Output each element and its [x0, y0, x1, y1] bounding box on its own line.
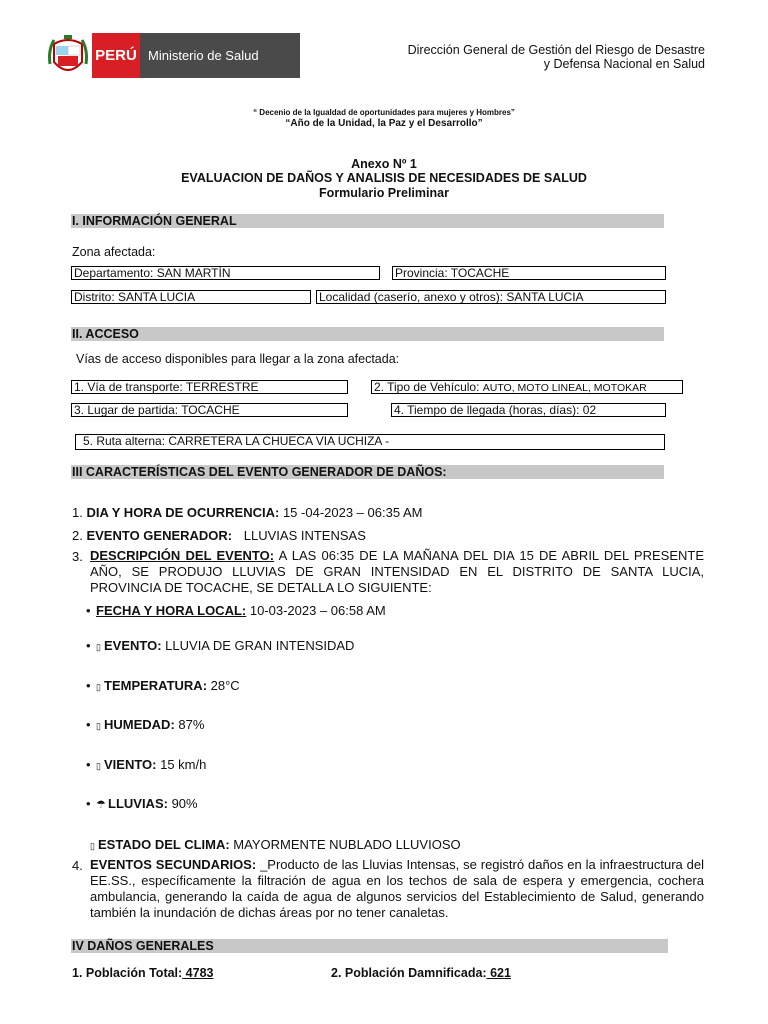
direction-header	[408, 43, 705, 71]
coat-of-arms-icon	[46, 34, 90, 80]
fecha-local-row	[86, 603, 386, 618]
symbol-icon: ▯	[96, 642, 101, 652]
symbol-icon: ▯	[96, 761, 101, 771]
distrito-field: Distrito: SANTA LUCIA	[71, 290, 311, 304]
tipo-vehiculo-value: AUTO, MOTO LINEAL, MOTOKAR	[482, 382, 647, 394]
poblacion-total-row	[72, 966, 213, 980]
lluvias-label: LLUVIAS:	[108, 796, 168, 811]
viento-row	[86, 757, 206, 772]
estado-clima-row	[90, 837, 461, 852]
humedad-row	[86, 717, 204, 732]
umbrella-icon: ☂	[96, 799, 106, 811]
poblacion-total-value: 4783	[182, 966, 214, 980]
lluvias-value: 90%	[167, 796, 198, 811]
document-title: EVALUACION DE DAÑOS Y ANALISIS DE NECESIDADES DE SALUD	[181, 171, 587, 185]
viento-label: VIENTO:	[104, 757, 157, 772]
poblacion-total-label: 1. Población Total:	[72, 966, 183, 980]
annex-title: Anexo Nº 1	[351, 157, 417, 171]
eventos-secundarios-text: _Producto de las Lluvias Intensas, se registró daños en la infraestructura del EE.SS., específicamente la filtración de agua en los techos de sala de espera y emergencia, cochera ambulancia, generando la caída de agua de algunos servicios del Establecimiento de Salud, generando también la inundación de dichas áreas por no tener canaletas.	[90, 857, 704, 920]
section-event: III CARACTERÍSTICAS DEL EVENTO GENERADOR DE DAÑOS:	[71, 465, 664, 479]
fecha-local-label: FECHA Y HORA LOCAL:	[96, 603, 247, 618]
temperatura-row	[86, 678, 240, 693]
via-transporte-field: 1. Vía de transporte: TERRESTRE	[71, 380, 348, 394]
fecha-local-value: 10-03-2023 – 06:58 AM	[246, 603, 386, 618]
bullet-icon: •	[86, 757, 91, 772]
eventos-secundarios-paragraph	[90, 857, 704, 921]
descripcion-text: A LAS 06:35 DE LA MAÑANA DEL DIA 15 DE ABRIL DEL PRESENTE AÑO, SE PRODUJO LLUVIAS DE GRAN INTENSIDAD EN EL DISTRITO DE SANTA LUCIA, PROVINCIA DE TOCACHE, SE DETALLA LO SIGUIENTE:	[90, 548, 705, 595]
evento-generador-value: LLUVIAS INTENSAS	[243, 528, 366, 543]
ruta-alterna-field: 5. Ruta alterna: CARRETERA LA CHUECA VIA UCHIZA -	[75, 434, 665, 450]
bullet-icon: •	[86, 717, 91, 732]
provincia-field: Provincia: TOCACHE	[392, 266, 666, 280]
lugar-partida-field: 3. Lugar de partida: TOCACHE	[71, 403, 348, 417]
tipo-vehiculo-field	[371, 380, 683, 394]
item-number: 2.	[72, 528, 83, 543]
peru-label: PERÚ	[92, 33, 140, 78]
poblacion-damnificada-label: 2. Población Damnificada:	[331, 966, 487, 980]
section-general-info: I. INFORMACIÓN GENERAL	[71, 214, 664, 228]
document-subtitle: Formulario Preliminar	[319, 186, 449, 200]
item-number: 1.	[72, 505, 83, 520]
motto-decade: “ Decenio de la Igualdad de oportunidades para mujeres y Hombres”	[253, 108, 515, 117]
departamento-field: Departamento: SAN MARTÍN	[71, 266, 380, 280]
lluvias-row	[86, 796, 198, 811]
ocurrencia-label: DIA Y HORA DE OCURRENCIA:	[86, 505, 280, 520]
ministry-label: Ministerio de Salud	[140, 33, 300, 78]
poblacion-damnificada-row	[331, 966, 511, 980]
motto-year: “Año de la Unidad, la Paz y el Desarrollo”	[285, 118, 483, 129]
evento-value: LLUVIA DE GRAN INTENSIDAD	[161, 638, 355, 653]
estado-clima-label: ESTADO DEL CLIMA:	[98, 837, 230, 852]
bullet-icon: •	[86, 678, 91, 693]
access-intro: Vías de acceso disponibles para llegar a la zona afectada:	[76, 352, 400, 366]
evento-row	[86, 638, 354, 653]
humedad-label: HUMEDAD:	[104, 717, 175, 732]
descripcion-label: DESCRIPCIÓN DEL EVENTO:	[90, 548, 275, 563]
bullet-icon: •	[86, 796, 91, 811]
symbol-icon: ▯	[96, 721, 101, 731]
estado-clima-value: MAYORMENTE NUBLADO LLUVIOSO	[229, 837, 461, 852]
temperatura-label: TEMPERATURA:	[104, 678, 208, 693]
localidad-field: Localidad (caserío, anexo y otros): SANTA LUCIA	[316, 290, 666, 304]
tiempo-llegada-field: 4. Tiempo de llegada (horas, días): 02	[391, 403, 666, 417]
direction-line-2: y Defensa Nacional en Salud	[543, 57, 705, 71]
tipo-vehiculo-label: 2. Tipo de Vehículo:	[374, 380, 483, 394]
evento-label: EVENTO:	[104, 638, 162, 653]
zona-label: Zona afectada:	[72, 245, 156, 259]
descripcion-paragraph	[90, 548, 704, 596]
eventos-secundarios-label: EVENTOS SECUNDARIOS:	[90, 857, 257, 872]
symbol-icon: ▯	[96, 682, 101, 692]
evento-generador-label: EVENTO GENERADOR:	[86, 528, 233, 543]
section-access: II. ACCESO	[71, 327, 664, 341]
section-damages: IV DAÑOS GENERALES	[71, 939, 668, 953]
viento-value: 15 km/h	[156, 757, 207, 772]
item-evento-generador	[72, 528, 366, 543]
ocurrencia-value: 15 -04-2023 – 06:35 AM	[282, 505, 423, 520]
humedad-value: 87%	[174, 717, 205, 732]
symbol-icon: ▯	[90, 841, 95, 851]
temperatura-value: 28°C	[207, 678, 240, 693]
item-ocurrencia	[72, 505, 422, 520]
bullet-icon: •	[86, 603, 91, 618]
bullet-icon: •	[86, 638, 91, 653]
direction-line-1: Dirección General de Gestión del Riesgo de Desastre	[407, 43, 705, 57]
item-number-3: 3.	[72, 549, 83, 564]
item-number-4: 4.	[72, 858, 83, 873]
poblacion-damnificada-value: 621	[486, 966, 511, 980]
